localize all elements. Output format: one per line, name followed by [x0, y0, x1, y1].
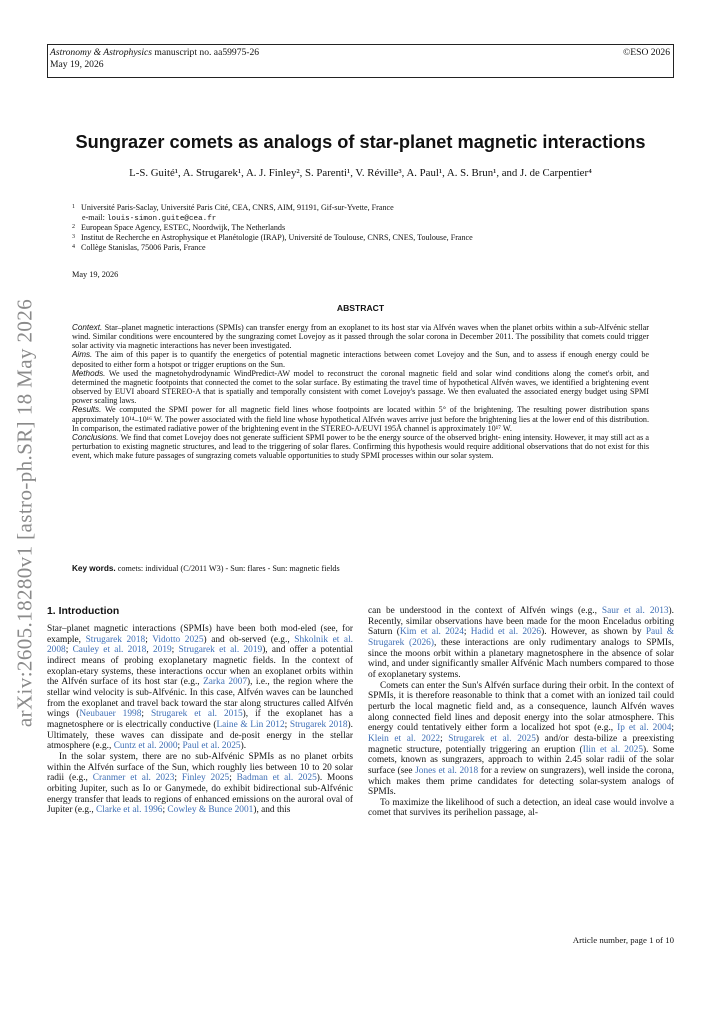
author-list: L-S. Guité¹, A. Strugarek¹, A. J. Finley², S. Parenti¹, V. Réville³, A. Paul¹, A. S. Brun¹, and J. de Carpentier⁴ — [129, 167, 592, 179]
left-column — [47, 624, 353, 816]
abstract-section — [72, 405, 649, 432]
copyright: ©ESO 2026 — [623, 47, 670, 58]
abstract-section — [72, 433, 649, 460]
abstract-section — [72, 350, 649, 368]
abstract-section-text: We used the magnetohydrodynamic WindPredict-AW model to reconstruct the coronal magnetic field and solar wind conditions along the comet's orbit, and determined the magnetic footpoints that connected the comet to the solar surface. By estimating the travel time of hypothetical Alfvén waves, we identified a brightening event observed by EUVI aboard STEREO-A that is spatially and temporally consistent with comet Lovejoy's passage. We then evaluated the associated energy budget using SPMI power scaling laws. — [72, 368, 649, 406]
citation-link[interactable]: Kim et al. 2024 — [399, 627, 464, 638]
citation-link[interactable]: Badman et al. 2025 — [236, 773, 317, 784]
arxiv-stamp: arXiv:2605.18280v1 [astro-ph.SR] 18 May 2026 — [12, 298, 37, 728]
journal-name: Astronomy & Astrophysics — [50, 47, 152, 58]
abstract-section-text: We computed the SPMI power for all magnetic field lines whose footpoints are located within 5° of the brightening. The resulting power distribution spans approximately 10¹⁴–10¹⁶ W. The power associated with the field line whose hypothetical Alfvén waves arrive just before the brightening lies at the lower end of this distribution. In comparison, the estimated radiative power of the brightening event in the STEREO-A/EUVI 195Å channel is approximately 10¹⁷ W. — [72, 405, 649, 433]
right-column — [368, 606, 674, 819]
keywords: Key words. comets: individual (C/2011 W3) - Sun: flares - Sun: magnetic fields — [72, 564, 340, 573]
affiliation: $^4$ Collège Stanislas, 75006 Paris, France — [72, 243, 206, 252]
citation-link[interactable]: Zarka 2007 — [203, 677, 248, 688]
abstract-section — [72, 323, 649, 350]
abstract-section-label: Conclusions. — [72, 432, 119, 442]
email-address: louis-simon.guite@cea.fr — [106, 215, 217, 223]
paragraph: Comets can enter the Sun's Alfvén surface during their orbit. In the context of SPMIs, it is therefore reasonable to think that a comet with an ionized tail could perturb the local magnetic field and, as a consequence, launch Alfvén waves along connected field lines and deposit energy into the solar atmosphere. This energy could tentatively either form a localized hot spot (e.g., Ip et al. 2004; Klein et al. 2022; Strugarek et al. 2025) and/or desta-bilize a preexisting magnetic structure, potentially triggering an eruption (Ilin et al. 2025). Some comets, known as sungrazers, approach to within 2.45 solar radii of the solar surface (see Jones et al. 2018 for a review on sungrazers), well inside the corona, which makes them prime candidates for detecting solar-system analogs of SPMIs. — [368, 680, 675, 798]
citation-link[interactable]: Clarke et al. 1996 — [96, 805, 163, 816]
citation-link[interactable]: Hadid et al. 2026 — [470, 627, 542, 638]
citation-link[interactable]: Strugarek 2018 — [85, 634, 146, 645]
manuscript-number: manuscript no. aa59975-26 — [154, 47, 260, 58]
abstract-section-text: The aim of this paper is to quantify the energetics of potential magnetic interactions between comet Lovejoy and the Sun, and to assess if enough energy could be deposited to either form a hotspot or trigger eruptions on the Sun. — [72, 350, 649, 369]
abstract-section-label: Context. — [72, 323, 103, 332]
citation-link[interactable]: 2019 — [152, 645, 172, 656]
citation-link[interactable]: Saur et al. 2013 — [601, 606, 669, 616]
abstract-heading: ABSTRACT — [336, 303, 385, 313]
paragraph: Star–planet magnetic interactions (SPMIs) have been both mod-eled (see, for example, Strugarek 2018; Vidotto 2025) and ob-served (e.g., Shkolnik et al. 2008; Cauley et al. 2018, 2019; Strugarek et al. 2019), and offer a potential indirect means of probing exoplanetary magnetic fields. In the context of exoplan-etary systems, these interactions occur when an exoplanet orbits within the Alfvén surface of its host star (e.g., Zarka 2007), i.e., the region where the stellar wind velocity is sub-Alfvénic. In this case, Alfvén waves can be launched from the exoplanet and travel back toward the star along structures called Alfvén wings (Neubauer 1998; Strugarek et al. 2015), if the exoplanet has a magnetosphere or is electrically conductive (Laine & Lin 2012; Strugarek 2018). Ultimately, these waves can dissipate and de-posit energy in the stellar atmosphere (e.g., Cuntz et al. 2000; Paul et al. 2025). — [47, 624, 354, 752]
paragraph: can be understood in the context of Alfvén wings (e.g., Saur et al. 2013). Recently, similar observations have been made for the moon Enceladus orbiting Saturn (Kim et al. 2024; Hadid et al. 2026). However, as shown by Paul & Strugarek (2026), these interactions are only rudimentary analogs to SPMIs, since the moons orbit within a planetary magnetosphere in the absence of solar wind, and under significantly smaller Alfvénic Mach numbers compared to those of exoplanetary systems. — [368, 606, 675, 680]
citation-link[interactable]: Jones et al. 2018 — [415, 765, 479, 776]
abstract-section-label: Aims. — [72, 350, 93, 360]
paragraph: To maximize the likelihood of such a detection, an ideal case would involve a comet that survives its perihelion passage, al- — [368, 797, 674, 819]
citation-link[interactable]: Ilin et al. 2025 — [582, 744, 643, 755]
abstract-section — [72, 369, 649, 406]
citation-link[interactable]: Ip et al. 2004 — [617, 723, 672, 734]
citation-link[interactable]: Paul & Strugarek (2026) — [368, 627, 675, 648]
abstract-section-text: Star–planet magnetic interactions (SPMIs) can transfer energy from an exoplanet to its host star via Alfvén waves when the planet orbits within a sub-Alfvénic stellar wind. Similar conditions were encountered by the sungrazing comet Lovejoy as it passed through the solar corona in December 2011. The possibility that comets could trigger solar activity via magnetic interactions has never been investigated. — [72, 323, 649, 351]
citation-link[interactable]: Shkolnik et al. 2008 — [47, 634, 354, 656]
abstract-section-label: Methods. — [72, 368, 106, 378]
abstract-body — [72, 323, 649, 460]
citation-link[interactable]: Cranmer et al. 2023 — [92, 773, 175, 784]
abstract-section-label: Results. — [72, 405, 102, 415]
citation-link[interactable]: Laine & Lin 2012 — [216, 719, 285, 730]
citation-link[interactable]: Finley 2025 — [181, 773, 230, 784]
affiliation: $^1$ Université Paris-Saclay, Université Paris Cité, CEA, CNRS, AIM, 91191, Gif-sur-Yvette, France — [72, 203, 394, 212]
citation-link[interactable]: Cauley et al. 2018 — [72, 645, 147, 656]
citation-link[interactable]: Paul et al. 2025 — [182, 741, 241, 752]
paragraph: In the solar system, there are no sub-Alfvénic SPMIs as no planet orbits within the Alfvén surface of the Sun, which roughly lies between 10 to 20 solar radii (e.g., Cranmer et al. 2023; Finley 2025; Badman et al. 2025). Moons orbiting Jupiter, such as Io or Ganymede, do exhibit bidirectional sub-Alfvénic energy transfer that leads to regions of enhanced emissions on the auroral oval of Jupiter (e.g., Clarke et al. 1996; Cowley & Bunce 2001), and this — [47, 751, 354, 816]
header-date: May 19, 2026 — [50, 59, 104, 70]
email-line: e-mail: louis-simon.guite@cea.fr — [82, 213, 217, 223]
citation-link[interactable]: Strugarek et al. 2025 — [448, 733, 536, 744]
citation-link[interactable]: Strugarek 2018 — [289, 719, 348, 730]
citation-link[interactable]: Strugarek et al. 2019 — [178, 645, 263, 656]
page-footer: Article number, page 1 of 10 — [572, 935, 674, 945]
citation-link[interactable]: Cowley & Bunce 2001 — [167, 805, 254, 816]
citation-link[interactable]: Cuntz et al. 2000 — [113, 741, 178, 752]
citation-link[interactable]: Klein et al. 2022 — [368, 733, 441, 744]
citation-link[interactable]: Neubauer 1998 — [79, 709, 142, 720]
paper-title: Sungrazer comets as analogs of star-planet magnetic interactions — [75, 132, 646, 152]
citation-link[interactable]: Vidotto 2025 — [152, 634, 204, 645]
abstract-section-text: We find that comet Lovejoy does not generate sufficient SPMI power to be the energy source of the observed bright- ening intensity. However, it may still act as a perturbation to existing magnetic structures, and lead to the triggering of solar flares. Confirming this hypothesis would require additional observations that do not exist for this event, which make future passages of sungrazing comets valuable opportunities to study SPMI processes within our solar system. — [72, 432, 649, 461]
affiliation: $^3$ Institut de Recherche en Astrophysique et Planétologie (IRAP), Université de Toulouse, CNRS, CNES, Toulouse, France — [72, 233, 473, 242]
citation-link[interactable]: Strugarek et al. 2015 — [150, 709, 243, 720]
affiliation: $^2$ European Space Agency, ESTEC, Noordwijk, The Netherlands — [72, 223, 286, 232]
section-heading: 1. Introduction — [47, 606, 120, 617]
received-date: May 19, 2026 — [72, 270, 119, 279]
manuscript-header — [47, 44, 674, 78]
